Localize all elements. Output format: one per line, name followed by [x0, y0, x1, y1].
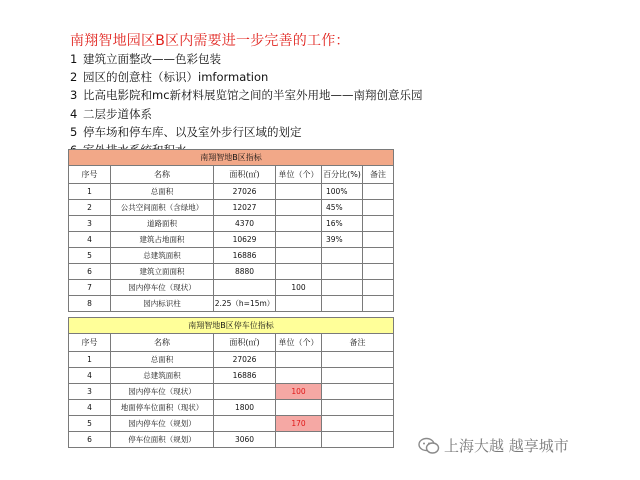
table-row [69, 232, 394, 248]
table-cell: 2 [69, 200, 111, 216]
table-cell: 4370 [214, 216, 276, 232]
item-number: 4 [70, 106, 78, 121]
table-cell [322, 296, 363, 312]
list-item [70, 68, 423, 86]
table-cell: 3 [69, 384, 111, 400]
table-cell: 5 [69, 416, 111, 432]
list-item [70, 86, 423, 104]
table-cell [363, 232, 394, 248]
table-cell: 总面积 [111, 352, 214, 368]
table-cell [322, 384, 394, 400]
item-text: 园区的创意柱（标识）imformation [83, 70, 269, 85]
column-header: 备注 [363, 166, 394, 184]
parking-indicator-table [68, 317, 394, 448]
table-cell: 园内停车位（规划） [111, 416, 214, 432]
table-cell [363, 184, 394, 200]
table-cell [322, 248, 363, 264]
table-cell: 4 [69, 368, 111, 384]
table-cell: 1800 [214, 400, 276, 416]
table-cell [322, 352, 394, 368]
column-header: 序号 [69, 334, 111, 352]
table-cell: 7 [69, 280, 111, 296]
table-cell: 4 [69, 232, 111, 248]
wechat-icon [418, 437, 440, 455]
table-cell: 1 [69, 184, 111, 200]
table-cell: 100 [276, 280, 322, 296]
item-text: 二层步道体系 [83, 106, 152, 121]
column-header: 备注 [322, 334, 394, 352]
table-cell [276, 184, 322, 200]
table-cell: 12027 [214, 200, 276, 216]
table-cell: 停车位面积（规划） [111, 432, 214, 448]
column-header: 名称 [111, 166, 214, 184]
table-cell: 2.25（h=15m） [214, 296, 276, 312]
column-header: 面积(㎡) [214, 166, 276, 184]
watermark-text: 上海大越 越享城市 [444, 437, 569, 455]
table-cell [322, 368, 394, 384]
table-header: 南翔智地B区停车位指标 [69, 318, 394, 334]
table-cell [276, 248, 322, 264]
table-cell [276, 432, 322, 448]
column-header: 序号 [69, 166, 111, 184]
work-item-list [70, 50, 423, 159]
table-cell [322, 280, 363, 296]
table-row [69, 352, 394, 368]
table-cell [214, 384, 276, 400]
table-cell [363, 248, 394, 264]
table-cell: 16886 [214, 368, 276, 384]
table-row [69, 384, 394, 400]
table-row [69, 432, 394, 448]
b-zone-indicator-table [68, 149, 394, 312]
item-number: 2 [70, 70, 78, 85]
table-cell [214, 416, 276, 432]
table-cell: 45% [322, 200, 363, 216]
table-cell [363, 296, 394, 312]
table-cell: 总建筑面积 [111, 368, 214, 384]
table-row [69, 216, 394, 232]
table-cell [214, 280, 276, 296]
table-cell: 园内标识柱 [111, 296, 214, 312]
table-cell: 总面积 [111, 184, 214, 200]
column-header: 面积(㎡) [214, 334, 276, 352]
table-cell: 10629 [214, 232, 276, 248]
table-cell: 8 [69, 296, 111, 312]
table-row [69, 264, 394, 280]
table-row [69, 296, 394, 312]
table-cell [363, 280, 394, 296]
watermark [418, 435, 569, 456]
column-header: 名称 [111, 334, 214, 352]
table-row [69, 280, 394, 296]
table-cell: 16886 [214, 248, 276, 264]
table-cell [276, 368, 322, 384]
table-cell [322, 416, 394, 432]
table-cell: 园内停车位（现状） [111, 280, 214, 296]
table-cell [276, 216, 322, 232]
table-cell: 16% [322, 216, 363, 232]
table-cell: 100% [322, 184, 363, 200]
table-cell: 6 [69, 264, 111, 280]
table-cell: 公共空间面积（含绿地） [111, 200, 214, 216]
item-number: 1 [70, 52, 78, 66]
column-header: 单位（个） [276, 166, 322, 184]
table-cell: 1 [69, 352, 111, 368]
table-cell [322, 400, 394, 416]
table-cell [276, 352, 322, 368]
table-cell [276, 400, 322, 416]
table-row [69, 368, 394, 384]
table-row [69, 400, 394, 416]
item-number: 5 [70, 124, 78, 139]
table-header: 南翔智地B区指标 [69, 150, 394, 166]
table-cell [363, 264, 394, 280]
item-text: 停车场和停车库、以及室外步行区域的划定 [83, 124, 302, 139]
table-cell: 道路面积 [111, 216, 214, 232]
table-cell: 4 [69, 400, 111, 416]
table-cell: 27026 [214, 352, 276, 368]
table-cell [276, 296, 322, 312]
table-cell: 5 [69, 248, 111, 264]
list-item [70, 50, 423, 68]
table-row [69, 184, 394, 200]
page-title: 南翔智地园区B区内需要进一步完善的工作： [70, 33, 350, 49]
item-text: 建筑立面整改——色彩包装 [83, 52, 221, 66]
table-cell: 39% [322, 232, 363, 248]
table-cell [322, 432, 394, 448]
list-item [70, 105, 423, 123]
table-cell [276, 232, 322, 248]
list-item [70, 123, 423, 141]
highlight-cell: 100 [276, 384, 322, 400]
highlight-cell: 170 [276, 416, 322, 432]
table-cell: 6 [69, 432, 111, 448]
table-row [69, 200, 394, 216]
table-cell: 园内停车位（现状） [111, 384, 214, 400]
column-header: 单位（个） [276, 334, 322, 352]
item-text: 比高电影院和mc新材料展览馆之间的半室外用地——南翔创意乐园 [83, 88, 423, 103]
item-number: 3 [70, 88, 78, 103]
table-cell [363, 200, 394, 216]
column-header: 百分比(%) [322, 166, 363, 184]
table-cell: 建筑占地面积 [111, 232, 214, 248]
table-cell [276, 200, 322, 216]
table-cell [322, 264, 363, 280]
table-cell: 总建筑面积 [111, 248, 214, 264]
table-cell: 3 [69, 216, 111, 232]
table-cell: 3060 [214, 432, 276, 448]
table-cell: 27026 [214, 184, 276, 200]
table-cell: 建筑立面面积 [111, 264, 214, 280]
table-cell [276, 264, 322, 280]
table-cell: 8880 [214, 264, 276, 280]
table-cell: 地面停车位面积（现状） [111, 400, 214, 416]
table-cell [363, 216, 394, 232]
table-row [69, 248, 394, 264]
table-row [69, 416, 394, 432]
